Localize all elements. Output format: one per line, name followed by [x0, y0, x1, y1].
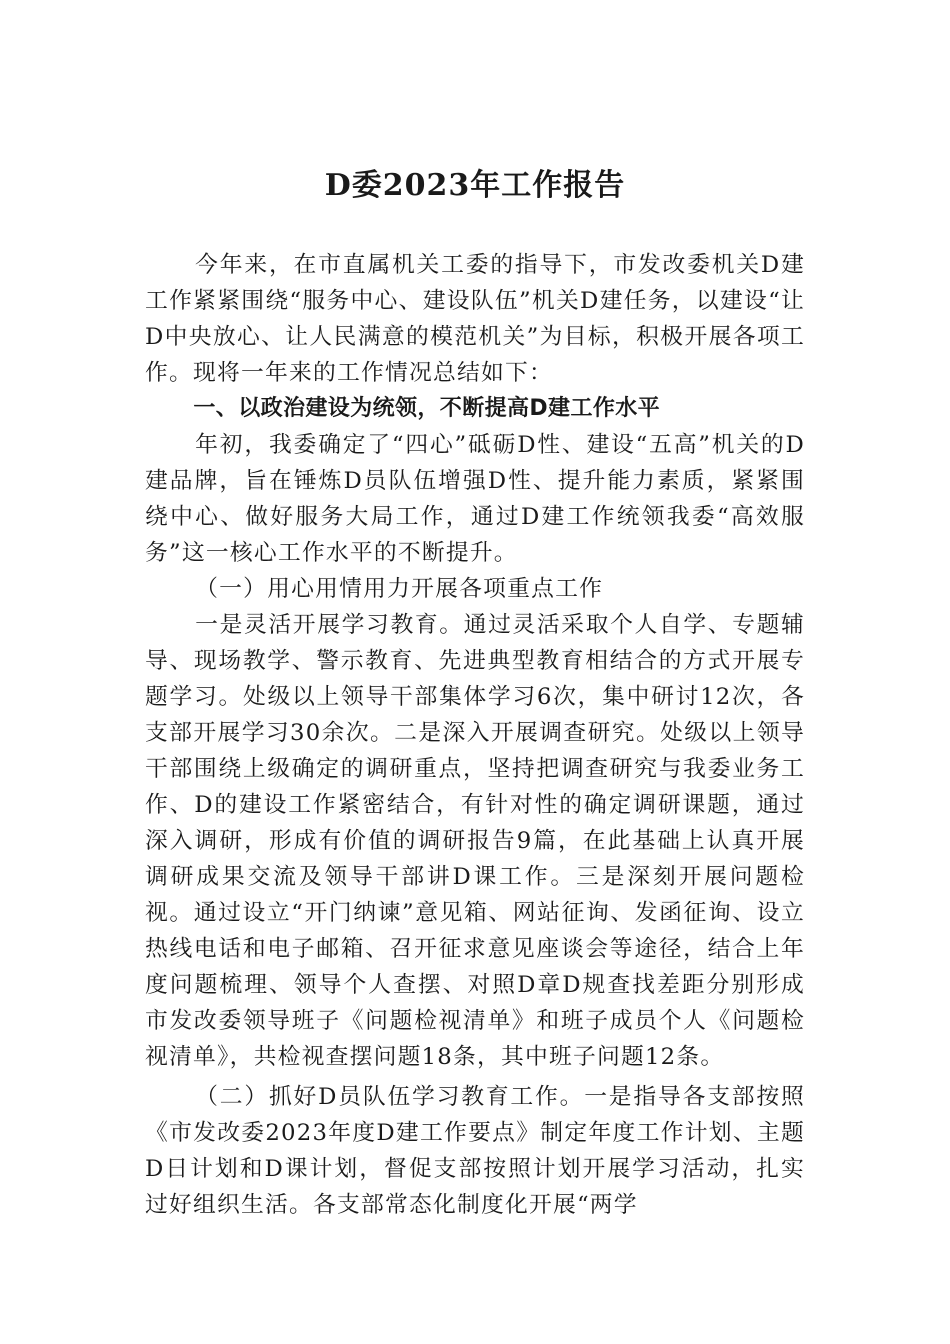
subsection-heading-1: （一）用心用情用力开展各项重点工作 [195, 576, 604, 602]
intro-paragraph: 今年来，在市直属机关工委的指导下，市发改委机关D建工作紧紧围绕“服务中心、建设队伍”机关D建任务，以建设“让D中央放心、让人民满意的模范机关”为目标，积极开展各项工作。现将一年来的工作情况总结如下： [145, 252, 805, 386]
section-1-paragraph: 年初，我委确定了“四心”砥砺D性、建设“五高”机关的D建品牌，旨在锤炼D员队伍增强D性、提升能力素质，紧紧围绕中心、做好服务大局工作，通过D建工作统领我委“高效服务”这一核心工作水平的不断提升。 [145, 432, 805, 566]
document-title: D委2023年工作报告 [324, 168, 626, 203]
subsection-2-paragraph: （二）抓好D员队伍学习教育工作。一是指导各支部按照《市发改委2023年度D建工作要点》制定年度工作计划、主题D日计划和D课计划，督促支部按照计划开展学习活动，扎实过好组织生活。各支部常态化制度化开展“两学 [145, 1084, 805, 1218]
document-body [145, 247, 805, 1223]
section-heading-1: 一、以政治建设为统领，不断提高D建工作水平 [193, 396, 661, 421]
subsection-1-paragraph: 一是灵活开展学习教育。通过灵活采取个人自学、专题辅导、现场教学、警示教育、先进典型教育相结合的方式开展专题学习。处级以上领导干部集体学习6次，集中研讨12次，各支部开展学习30余次。二是深入开展调查研究。处级以上领导干部围绕上级确定的调研重点，坚持把调查研究与我委业务工作、D的建设工作紧密结合，有针对性的确定调研课题，通过深入调研，形成有价值的调研报告9篇，在此基础上认真开展调研成果交流及领导干部讲D课工作。三是深刻开展问题检视。通过设立“开门纳谏”意见箱、网站征询、发函征询、设立热线电话和电子邮箱、召开征求意见座谈会等途径，结合上年度问题梳理、领导个人查摆、对照D章D规查找差距分别形成市发改委领导班子《问题检视清单》和班子成员个人《问题检视清单》，共检视查摆问题18条，其中班子问题12条。 [145, 612, 805, 1070]
